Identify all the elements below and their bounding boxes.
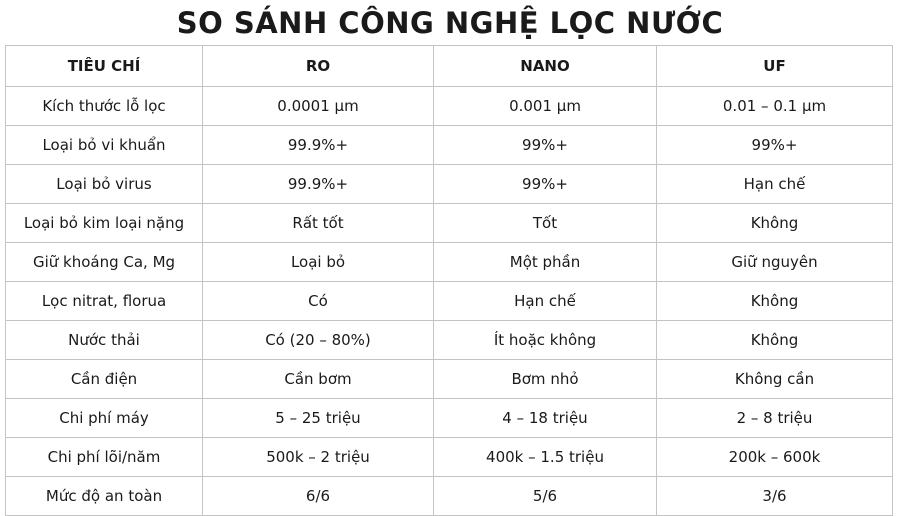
criteria-cell: Chi phí máy xyxy=(6,399,203,438)
table-row xyxy=(6,87,893,126)
table-row xyxy=(6,321,893,360)
ro-cell: Rất tốt xyxy=(203,204,434,243)
table-row xyxy=(6,243,893,282)
nano-cell: Một phần xyxy=(434,243,657,282)
header-criteria: TIÊU CHÍ xyxy=(6,46,203,87)
page-title: SO SÁNH CÔNG NGHỆ LỌC NƯỚC xyxy=(176,6,724,40)
header-ro: RO xyxy=(203,46,434,87)
criteria-cell: Lọc nitrat, florua xyxy=(6,282,203,321)
uf-cell: Hạn chế xyxy=(657,165,893,204)
table-header xyxy=(6,46,893,87)
uf-cell: 0.01 – 0.1 µm xyxy=(657,87,893,126)
table-row xyxy=(6,282,893,321)
comparison-table xyxy=(5,45,893,516)
criteria-cell: Chi phí lõi/năm xyxy=(6,438,203,477)
ro-cell: 0.0001 µm xyxy=(203,87,434,126)
criteria-cell: Mức độ an toàn xyxy=(6,477,203,516)
table-row xyxy=(6,438,893,477)
header-uf: UF xyxy=(657,46,893,87)
nano-cell: Tốt xyxy=(434,204,657,243)
ro-cell: Có xyxy=(203,282,434,321)
nano-cell: Bơm nhỏ xyxy=(434,360,657,399)
ro-cell: Loại bỏ xyxy=(203,243,434,282)
ro-cell: 99.9%+ xyxy=(203,126,434,165)
nano-cell: 4 – 18 triệu xyxy=(434,399,657,438)
nano-cell: Ít hoặc không xyxy=(434,321,657,360)
nano-cell: 99%+ xyxy=(434,165,657,204)
nano-cell: 0.001 µm xyxy=(434,87,657,126)
criteria-cell: Loại bỏ kim loại nặng xyxy=(6,204,203,243)
table-body xyxy=(6,87,893,516)
nano-cell: 400k – 1.5 triệu xyxy=(434,438,657,477)
nano-cell: 99%+ xyxy=(434,126,657,165)
table-row xyxy=(6,360,893,399)
table-row xyxy=(6,399,893,438)
ro-cell: 500k – 2 triệu xyxy=(203,438,434,477)
header-nano: NANO xyxy=(434,46,657,87)
uf-cell: Giữ nguyên xyxy=(657,243,893,282)
criteria-cell: Nước thải xyxy=(6,321,203,360)
ro-cell: 99.9%+ xyxy=(203,165,434,204)
criteria-cell: Loại bỏ virus xyxy=(6,165,203,204)
uf-cell: Không cần xyxy=(657,360,893,399)
table-row xyxy=(6,126,893,165)
uf-cell: Không xyxy=(657,204,893,243)
header-row xyxy=(6,46,893,87)
table-row xyxy=(6,204,893,243)
uf-cell: Không xyxy=(657,282,893,321)
ro-cell: 5 – 25 triệu xyxy=(203,399,434,438)
uf-cell: Không xyxy=(657,321,893,360)
uf-cell: 99%+ xyxy=(657,126,893,165)
nano-cell: Hạn chế xyxy=(434,282,657,321)
uf-cell: 200k – 600k xyxy=(657,438,893,477)
criteria-cell: Kích thước lỗ lọc xyxy=(6,87,203,126)
ro-cell: Cần bơm xyxy=(203,360,434,399)
table-row xyxy=(6,165,893,204)
uf-cell: 2 – 8 triệu xyxy=(657,399,893,438)
uf-cell: 3/6 xyxy=(657,477,893,516)
criteria-cell: Giữ khoáng Ca, Mg xyxy=(6,243,203,282)
table-row xyxy=(6,477,893,516)
ro-cell: Có (20 – 80%) xyxy=(203,321,434,360)
criteria-cell: Loại bỏ vi khuẩn xyxy=(6,126,203,165)
criteria-cell: Cần điện xyxy=(6,360,203,399)
ro-cell: 6/6 xyxy=(203,477,434,516)
nano-cell: 5/6 xyxy=(434,477,657,516)
